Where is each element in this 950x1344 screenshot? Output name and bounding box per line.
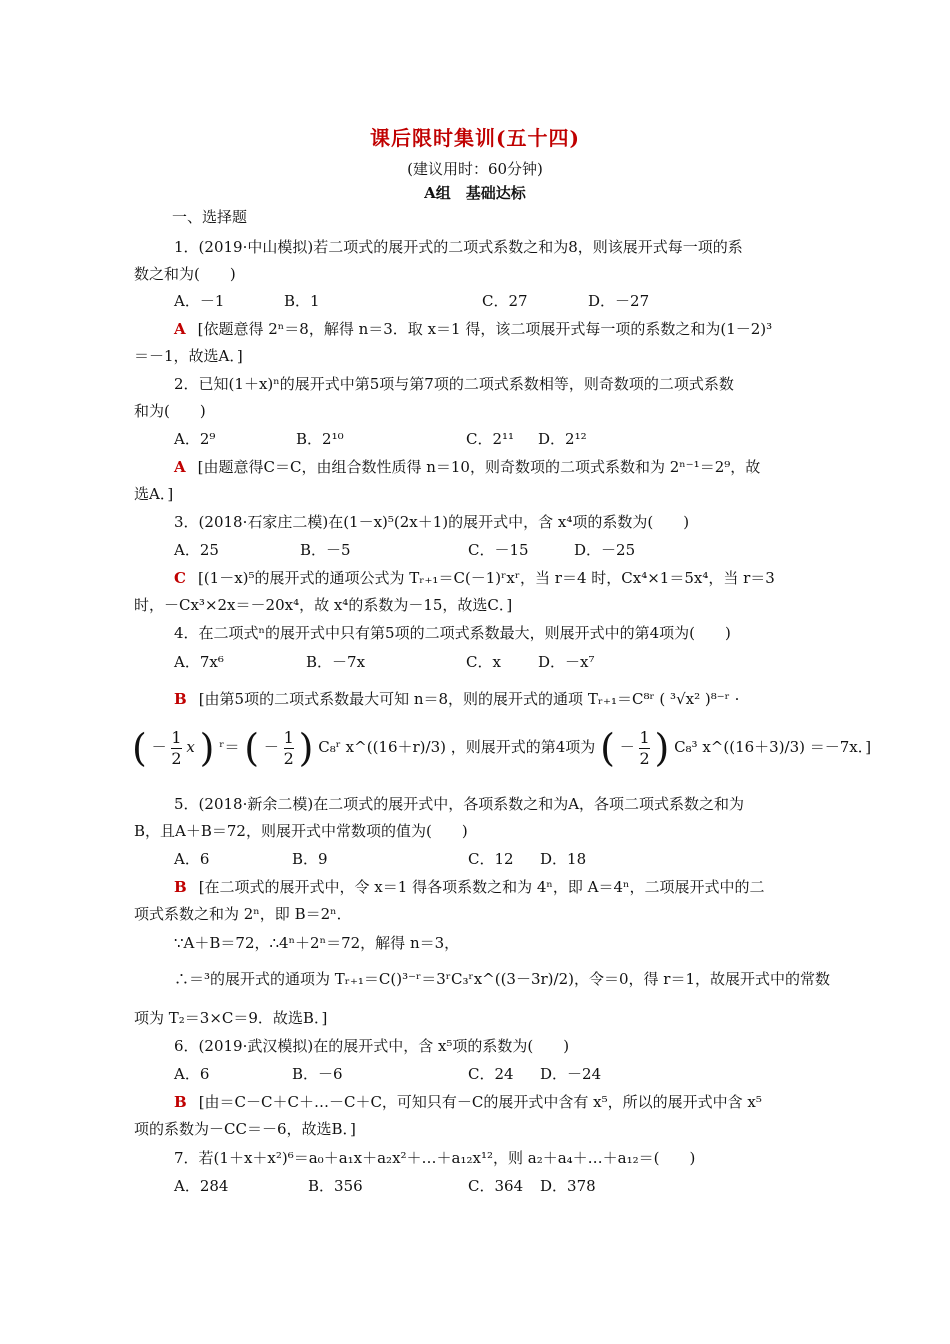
question-6-solution: [174, 1091, 816, 1113]
option-a: A．7x⁶: [174, 653, 224, 671]
paren-right: ): [199, 726, 215, 770]
option-a: A．25: [174, 541, 219, 559]
fraction-denominator: 2: [283, 748, 294, 768]
fraction-denominator: 2: [639, 748, 650, 768]
section-heading: 一、选择题: [172, 208, 248, 226]
question-1-stem-cont: 数之和为( ): [134, 265, 236, 283]
paren-left-2: (: [244, 726, 260, 770]
question-5-solution-line3: ∵A＋B＝72，∴4ⁿ＋2ⁿ＝72，解得 n＝3，: [174, 934, 460, 952]
question-1-stem: 1．(2019·中山模拟)若二项式的展开式的二项式系数之和为8，则该展开式每一项的系: [174, 238, 743, 256]
minus-sign: －: [151, 738, 167, 756]
paren-right-2: ): [298, 726, 314, 770]
question-7-options: [174, 1175, 816, 1197]
option-a: A．284: [174, 1177, 229, 1195]
option-b: B．9: [292, 850, 328, 868]
option-a: A．6: [174, 1065, 210, 1083]
question-5-solution-line5: 项为 T₂＝3×C＝9．故选B．]: [134, 1009, 328, 1027]
solution-text: [由＝C－C＋C＋…－C＋C，可知只有－C的展开式中含有 x⁵，所以的展开式中含 x⁵: [198, 1093, 762, 1111]
fraction-one-half-2: [284, 728, 294, 769]
question-1-options: [174, 290, 816, 312]
answer-label: B: [174, 690, 187, 708]
fraction-numerator: 1: [171, 727, 182, 747]
variable-x: x: [186, 738, 195, 756]
option-d: D．－x⁷: [538, 653, 595, 671]
question-3-solution: [174, 567, 816, 589]
question-5-options: [174, 848, 816, 870]
minus-sign-3: －: [619, 738, 635, 756]
option-c: C．－15: [468, 541, 529, 559]
question-4-solution-formula: [132, 726, 871, 782]
fraction-one-half-3: [639, 728, 649, 769]
option-d: D．18: [540, 850, 587, 868]
option-b: B．1: [284, 292, 320, 310]
option-b: B．356: [308, 1177, 363, 1195]
question-3-options: [174, 539, 816, 561]
question-4-solution: [174, 688, 816, 710]
question-6-solution-cont: 项的系数为－CC＝－6，故选B．]: [134, 1120, 356, 1138]
paren-right-3: ): [654, 726, 670, 770]
question-7-stem: 7．若(1＋x＋x²)⁶＝a₀＋a₁x＋a₂x²＋…＋a₁₂x¹²，则 a₂＋a₄＋…＋a₁₂＝( ): [174, 1149, 696, 1167]
option-a: A．－1: [174, 292, 225, 310]
fraction-numerator: 1: [639, 727, 650, 747]
fourth-term-result: C₈³ x^((16＋3)/3) ＝－7x．]: [674, 738, 872, 756]
option-c: C．2¹¹: [466, 430, 515, 448]
question-5-solution-line4: ∴＝³的展开式的通项为 Tᵣ₊₁＝C()³⁻ʳ＝3ʳC₃ʳx^((3－3r)/2)，令＝0，得 r＝1，故展开式中的常数: [174, 970, 831, 988]
option-d: D．2¹²: [538, 430, 587, 448]
question-3-solution-cont: 时，－Cx³×2x＝－20x⁴，故 x⁴的系数为－15，故选C．]: [134, 596, 513, 614]
answer-label: C: [174, 569, 186, 587]
option-d: D．－27: [588, 292, 650, 310]
answer-label: A: [174, 320, 186, 338]
answer-label: B: [174, 878, 187, 896]
group-heading: A组 基础达标: [424, 184, 526, 202]
question-6-options: [174, 1063, 816, 1085]
solution-text: [(1－x)⁵的展开式的通项公式为 Tᵣ₊₁＝C(－1)ʳxʳ，当 r＝4 时，Cx⁴×1＝5x⁴，当 r＝3: [197, 569, 775, 587]
option-b: B．－6: [292, 1065, 343, 1083]
option-a: A．2⁹: [174, 430, 216, 448]
option-c: C．364: [468, 1177, 524, 1195]
question-5-stem: 5．(2018·新余二模)在二项式的展开式中，各项系数之和为A，各项二项式系数之和为: [174, 795, 745, 813]
paren-left-3: (: [600, 726, 615, 770]
option-b: B．－7x: [306, 653, 366, 671]
question-6-stem: 6．(2019·武汉模拟)在的展开式中，含 x⁵项的系数为( ): [174, 1037, 570, 1055]
question-2-stem: 2．已知(1＋x)ⁿ的展开式中第5项与第7项的二项式系数相等，则奇数项的二项式系数: [174, 375, 734, 393]
general-term: C₈ʳ x^((16＋r)/3) ，则展开式的第4项为: [318, 738, 596, 756]
answer-label: A: [174, 458, 186, 476]
question-5-stem-cont: B，且A＋B＝72，则展开式中常数项的值为( ): [134, 822, 468, 840]
fraction-one-half: [171, 728, 181, 769]
question-4-options: [174, 651, 816, 673]
option-b: B．－5: [300, 541, 351, 559]
option-a: A．6: [174, 850, 210, 868]
paren-left: (: [132, 726, 147, 770]
option-c: C．x: [466, 653, 501, 671]
solution-text: [在二项式的展开式中，令 x＝1 得各项系数之和为 4ⁿ，即 A＝4ⁿ，二项展开式中的二: [198, 878, 765, 896]
option-d: D．378: [540, 1177, 596, 1195]
power-equals: ʳ＝: [219, 738, 240, 756]
question-2-solution: [174, 456, 816, 478]
minus-sign-2: －: [263, 738, 279, 756]
option-b: B．2¹⁰: [296, 430, 344, 448]
fraction-numerator: 1: [283, 727, 294, 747]
question-1-solution: [174, 318, 816, 340]
option-c: C．24: [468, 1065, 514, 1083]
question-2-solution-cont: 选A．]: [134, 485, 174, 503]
option-d: D．－25: [574, 541, 636, 559]
fraction-denominator: 2: [171, 748, 182, 768]
answer-label: B: [174, 1093, 187, 1111]
solution-text: [由题意得C＝C，由组合数性质得 n＝10，则奇数项的二项式系数和为 2ⁿ⁻¹＝2⁹，故: [197, 458, 761, 476]
solution-text: [由第5项的二项式系数最大可知 n＝8，则的展开式的通项 Tᵣ₊₁＝C⁸ʳ ( ³√x² )⁸⁻ʳ ·: [198, 690, 740, 708]
solution-text: [依题意得 2ⁿ＝8，解得 n＝3．取 x＝1 得，该二项展开式每一项的系数之和为(1－2)³: [197, 320, 773, 338]
question-5-solution: [174, 876, 816, 898]
option-c: C．12: [468, 850, 514, 868]
question-4-stem: 4．在二项式ⁿ的展开式中只有第5项的二项式系数最大，则展开式中的第4项为( ): [174, 624, 731, 642]
question-2-stem-cont: 和为( ): [134, 402, 206, 420]
suggested-time: (建议用时：60分钟): [407, 160, 543, 178]
question-2-options: [174, 428, 816, 450]
option-d: D．－24: [540, 1065, 602, 1083]
page-title: 课后限时集训(五十四): [370, 126, 580, 150]
question-5-solution-cont: 项式系数之和为 2ⁿ，即 B＝2ⁿ．: [134, 905, 352, 923]
question-1-solution-cont: ＝－1，故选A．]: [134, 347, 243, 365]
option-c: C．27: [482, 292, 528, 310]
question-3-stem: 3．(2018·石家庄二模)在(1－x)⁵(2x＋1)的展开式中，含 x⁴项的系数为( ): [174, 513, 690, 531]
